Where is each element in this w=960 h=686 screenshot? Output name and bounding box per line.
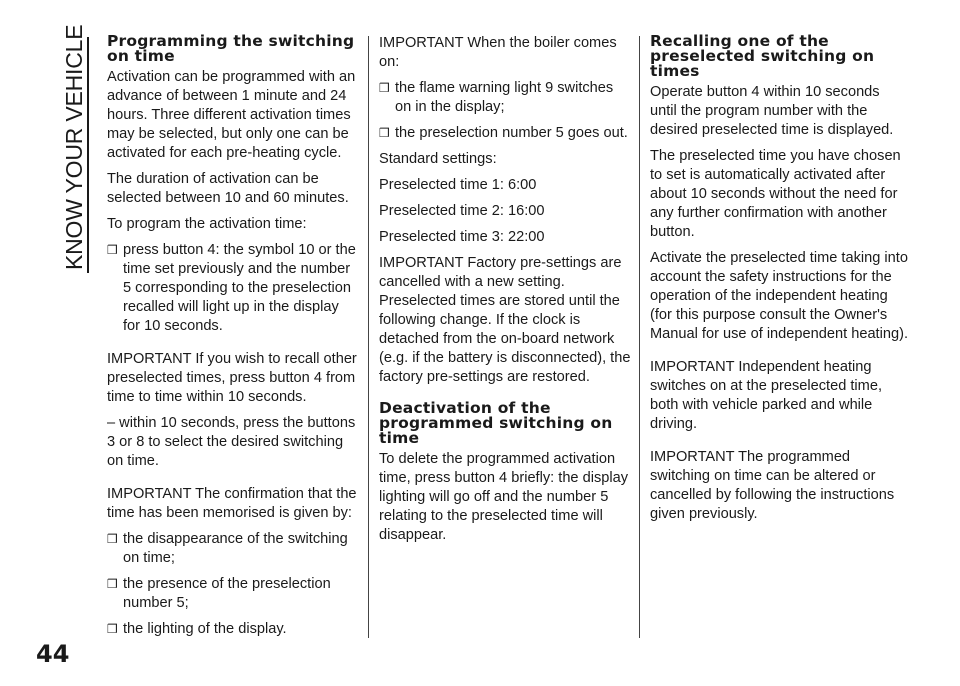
paragraph: Preselected time 3: 22:00 [379, 229, 545, 245]
paragraph: IMPORTANT If you wish to recall other preselected times, press button 4 from time to time within 10 seconds. [107, 351, 357, 405]
paragraph: Activation can be programmed with an advance of between 1 minute and 24 hours. Three different activation times may be selected, but only one can be activated for each pre-heating cycle. [107, 69, 356, 161]
section-side-title [50, 24, 98, 270]
bullet-item: ❒ the disappearance of the switching on time; [107, 530, 359, 568]
paragraph: IMPORTANT Factory pre-settings are cancelled with a new setting. Preselected times are stored until the following change. If the clock is detached from the on-board network (e.g. if the battery is disconnected), the factory pre-settings are restored. [379, 255, 631, 385]
paragraph: – within 10 seconds, press the buttons 3 or 8 to select the desired switching on time. [107, 415, 356, 469]
paragraph: The preselected time you have chosen to set is automatically activated after about 10 seconds without the need for any further confirmation with another button. [650, 148, 901, 240]
column-1 [107, 34, 359, 646]
paragraph: The duration of activation can be selected between 10 and 60 minutes. [107, 171, 349, 206]
paragraph: To program the activation time: [107, 216, 307, 232]
paragraph: Operate button 4 within 10 seconds until the program number with the desired preselected time is displayed. [650, 84, 894, 138]
bullet-item: ❒ the presence of the preselection number 5; [107, 575, 359, 613]
paragraph: IMPORTANT The programmed switching on time can be altered or cancelled by following the instructions given previously. [650, 449, 895, 522]
paragraph: Activate the preselected time taking into account the safety instructions for the operation of the independent heating (for this purpose consult the Owner's Manual for use of independent heating). [650, 250, 909, 342]
side-rule [87, 37, 89, 273]
heading-deactivation: Deactivation of the programmed switching on time [379, 399, 613, 447]
heading-recalling: Recalling one of the preselected switching on times [650, 32, 875, 80]
paragraph: IMPORTANT When the boiler comes on: [379, 35, 617, 70]
bullet-item: ❒ the preselection number 5 goes out. [379, 124, 633, 143]
page-number: 44 [36, 640, 70, 668]
paragraph: Standard settings: [379, 151, 497, 167]
bullet-item: ❒ the flame warning light 9 switches on in the display; [379, 79, 633, 117]
side-title-text: KNOW YOUR VEHICLE [61, 24, 87, 270]
paragraph: Preselected time 1: 6:00 [379, 177, 537, 193]
column-divider [368, 36, 369, 638]
column-3 [650, 34, 908, 531]
heading-programming: Programming the switching on time [107, 32, 355, 65]
paragraph: To delete the programmed activation time, press button 4 briefly: the display lighting will go off and the number 5 relating to the preselected time will disappear. [379, 451, 629, 543]
paragraph: Preselected time 2: 16:00 [379, 203, 545, 219]
bullet-item: ❒ the lighting of the display. [107, 620, 359, 639]
bullet-item: ❒ press button 4: the symbol 10 or the time set previously and the number 5 corresponding to the preselection recalled will light up in the display for 10 seconds. [107, 241, 359, 336]
column-divider [639, 36, 640, 638]
column-2 [379, 34, 633, 552]
paragraph: IMPORTANT Independent heating switches on at the preselected time, both with vehicle parked and while driving. [650, 359, 882, 432]
paragraph: IMPORTANT The confirmation that the time has been memorised is given by: [107, 486, 357, 521]
